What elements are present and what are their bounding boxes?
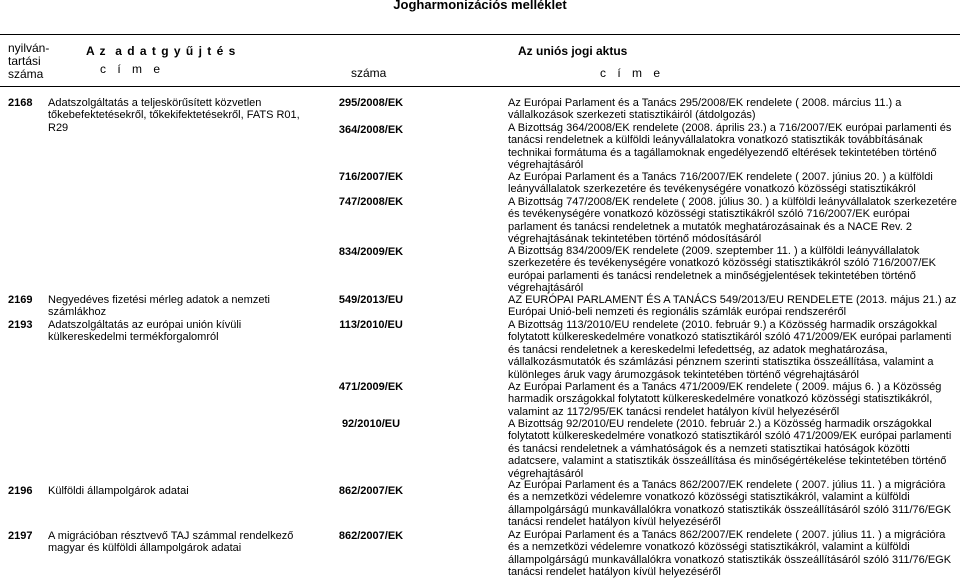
act-title: Az Európai Parlament és a Tanács 862/2007/EK rendelete ( 2007. július 11. ) a migrációra és a nemzetközi védelemre vonatkozó közösségi statisztikákról, valamint a külföldi állampolgárságú munkavállalókra vonatkozó statisztikák összeállításáról szóló 311/76/EGK tanácsi rendelet hatályon kívül helyezéséről (508, 479, 952, 529)
act-code: 92/2010/EU (341, 418, 401, 430)
header-subject-title: A z a d a t g y ű j t é s (86, 44, 237, 58)
act-title: Az Európai Parlament és a Tanács 471/2009/EK rendelete ( 2009. május 6. ) a Közösség harmadik országokkal folytatott külkereskedelmére vonatkozó közösségi statisztikákról, valamint az 1172/95/EK tanácsi rendelet hatályon kívül helyezéséről (508, 381, 942, 418)
act-title: Az Európai Parlament és a Tanács 295/2008/EK rendelete ( 2008. március 11.) a vállalkozások szerkezeti statisztikáiról (átdolgozás) (508, 97, 902, 122)
act-code: 747/2008/EK (338, 196, 404, 208)
act-title: A Bizottság 364/2008/EK rendelete (2008. április 23.) a 716/2007/EK európai parlamenti és tanácsi rendeletnek a külföldi leányvállalatokra vonatkozó statisztikák továbbításának technikai formátuma és a tagállamoknak engedélyezendő eltérések tekintetében történő végrehajtásáról (508, 122, 952, 172)
subject-title: Adatszolgáltatás a teljeskörűsített közvetlen tőkebefektetésekről, tőkekifektetésekről, FATS R01, R29 (48, 97, 300, 134)
page-title: Jogharmonizációs melléklet (393, 0, 567, 12)
reg-number: 2168 (8, 97, 33, 109)
subject-title: A migrációban résztvevő TAJ számmal rendelkező magyar és külföldi állampolgárok adatai (48, 530, 294, 555)
reg-number: 2197 (8, 530, 33, 542)
header-bottom-rule (0, 86, 960, 87)
act-code: 113/2010/EU (339, 319, 403, 331)
reg-number: 2193 (8, 319, 33, 331)
act-code: 471/2009/EK (338, 381, 404, 393)
act-title: A Bizottság 834/2009/EK rendelete (2009. szeptember 11. ) a külföldi leányvállalatok szerkezetére és tevékenységére vonatkozó közösségi statisztikákról szóló 716/2007/EK európai parlamenti és tanácsi rendeletnek a minőségjelentések tekintetében történő végrehajtásáról (508, 245, 937, 295)
header-reg-number-line: tartási (8, 54, 41, 68)
subject-title: Adatszolgáltatás az európai unión kívüli külkereskedelmi termékforgalomról (48, 319, 242, 344)
header-top-rule (0, 34, 960, 35)
subject-title: Külföldi állampolgárok adatai (48, 485, 189, 497)
header-eu-group: Az uniós jogi aktus (518, 44, 628, 58)
act-code: 862/2007/EK (338, 485, 404, 497)
act-title: Az Európai Parlament és a Tanács 716/2007/EK rendelete ( 2007. június 20. ) a külföldi leányvállalatok szerkezetére és tevékenységére vonatkozó közösségi statisztikákról (508, 171, 933, 196)
header-reg-number-line: száma (8, 67, 44, 81)
header-reg-number-line: nyilván- (8, 41, 50, 55)
header-eu-number: száma (351, 66, 387, 80)
act-code: 716/2007/EK (338, 171, 404, 183)
header-reg-number (8, 42, 58, 81)
reg-number: 2169 (8, 294, 33, 306)
act-code: 834/2009/EK (338, 246, 404, 258)
act-title: A Bizottság 747/2008/EK rendelete ( 2008. július 30. ) a külföldi leányvállalatok szerkezetére és tevékenységére vonatkozó közösségi statisztikákról szóló 716/2007/EK európai parlament és tanácsi rendeletnek a mutatók meghatározásainak és a NACE Rev. 2 végrehajtásának tekintetében történő módosításáról (508, 196, 957, 246)
header-eu-title: c í m e (600, 66, 665, 80)
header-subject-subtitle: c í m e (100, 62, 165, 76)
subject-title: Negyedéves fizetési mérleg adatok a nemzeti számlákhoz (48, 294, 270, 319)
act-title: A Bizottság 92/2010/EU rendelete (2010. február 2.) a Közösség harmadik országokkal folytatott külkereskedelmére vonatkozó statisztikáról szóló 471/2009/EK európai parlamenti és tanácsi rendeletnek a vámhatóságok és a nemzeti statisztikai hatóságok közötti adatcsere, valamint a statisztikák összeállítása és minőségértékelése tekintetében történő végrehajtásáról (508, 418, 952, 480)
act-code: 364/2008/EK (338, 124, 404, 136)
reg-number: 2196 (8, 485, 33, 497)
act-title: AZ EURÓPAI PARLAMENT ÉS A TANÁCS 549/2013/EU RENDELETE (2013. május 21.) az Európai Unió-beli nemzeti és regionális számlák európai rendszeréről (508, 294, 957, 319)
header-subject (86, 44, 266, 76)
act-code: 862/2007/EK (338, 530, 404, 542)
act-code: 549/2013/EU (338, 294, 404, 306)
act-title: A Bizottság 113/2010/EU rendelete (2010. február 9.) a Közösség harmadik országokkal folytatott külkereskedelmére vonatkozó statisztikáról szóló 471/2009/EK európai parlamenti és tanácsi rendeletnek a kereskedelmi lefedettség, az adatok meghatározása, vállalkozásmutatók és számlázási pénznem szerinti statisztika összeállítása, valamint a különleges áruk vagy árumozgások tekintetében történő végrehajtásáról (508, 319, 952, 381)
act-title: Az Európai Parlament és a Tanács 862/2007/EK rendelete ( 2007. július 11. ) a migrációra és a nemzetközi védelemre vonatkozó közösségi statisztikákról, valamint a külföldi állampolgárságú munkavállalókra vonatkozó statisztikák összeállításáról szóló 311/76/EGK tanácsi rendelet hatályon kívül helyezéséről (508, 529, 952, 579)
act-code: 295/2008/EK (338, 97, 404, 109)
